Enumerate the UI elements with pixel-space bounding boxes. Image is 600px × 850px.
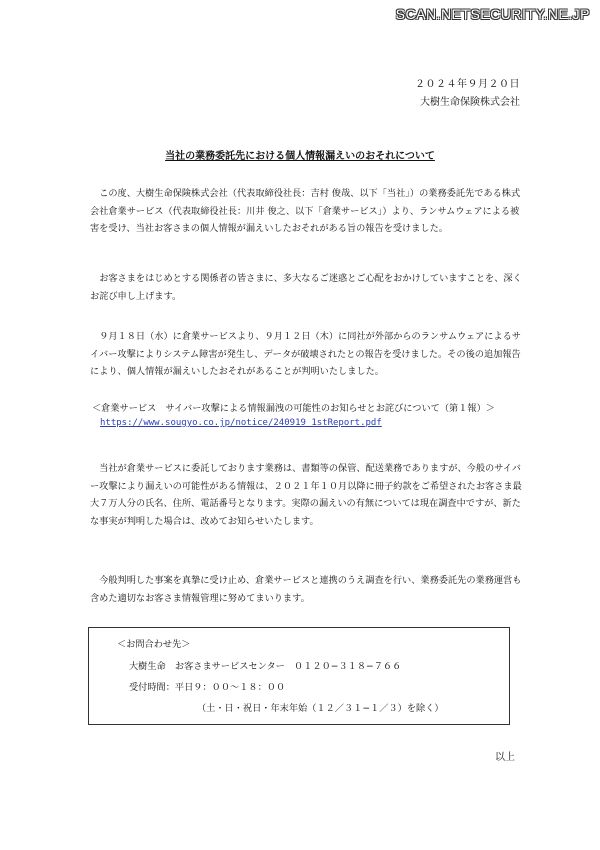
paragraph-apology: お客さまをはじめとする関係者の皆さまに、多大なるご迷惑とご心配をおかけしていますことを、深くお詫び申し上げます。 xyxy=(90,273,522,302)
contact-heading: ＜お問合わせ先＞ xyxy=(117,639,191,650)
contact-exclusions: （土・日・祝日・年末年始（１２／３１−１／３）を除く） xyxy=(197,703,444,714)
contact-box xyxy=(88,627,510,725)
watermark: SCAN.NETSECURITY.NE.JP xyxy=(395,6,590,22)
paragraph-announcement: この度、大樹生命保険株式会社（代表取締役社長：吉村 俊哉、以下「当社」）の業務委託先である株式会社倉業サービス（代表取締役社長：川井 俊之、以下「倉業サービス」）より、ランサムウェアによる被害を受け、当社お客さまの個人情報が漏えいしたおそれがある旨の報告を受けました。 xyxy=(90,188,521,234)
issuer-company: 大樹生命保険株式会社 xyxy=(420,97,520,108)
paragraph-scope: 当社が倉業サービスに委託しております業務は、書類等の保管、配送業務でありますが、今般のサイバー攻撃により漏えいの可能性がある情報は、２０２１年１０月以降に冊子約款をご希望されたお客さま最大７万人分の氏名、住所、電話番号となります。実際の漏えいの有無については現在調査中ですが、新たな事実が判明した場合は、改めてお知らせいたします。 xyxy=(90,463,522,527)
paragraph-timeline: ９月１８日（水）に倉業サービスより、９月１２日（木）に同社が外部からのランサムウェアによるサイバー攻撃によりシステム障害が発生し、データが破壊されたとの報告を受けました。その後の追加報告により、個人情報が漏えいしたおそれがあることが判明いたしました。 xyxy=(90,331,521,377)
document-title xyxy=(0,147,600,162)
report-link-label: ＜倉業サービス サイバー攻撃による情報漏洩の可能性のお知らせとお詫びについて（第１報）＞ xyxy=(92,403,495,414)
report-link-url[interactable]: https://www.sougyo.co.jp/notice/240919_1stReport.pdf xyxy=(100,418,382,428)
paragraph-response: 今般判明した事案を真摯に受け止め、倉業サービスと連携のうえ調査を行い、業務委託先の業務運営も含めた適切なお客さま情報管理に努めてまいります。 xyxy=(90,575,522,604)
document-date: ２０２４年９月２０日 xyxy=(415,79,520,90)
document-title-text: 当社の業務委託先における個人情報漏えいのおそれについて xyxy=(165,151,435,162)
contact-hours: 受付時間：平日９：００〜１８：００ xyxy=(129,682,286,693)
closing-mark: 以上 xyxy=(495,752,515,763)
contact-center: 大樹生命 お客さまサービスセンター ０１２０−３１８−７６６ xyxy=(129,661,402,672)
